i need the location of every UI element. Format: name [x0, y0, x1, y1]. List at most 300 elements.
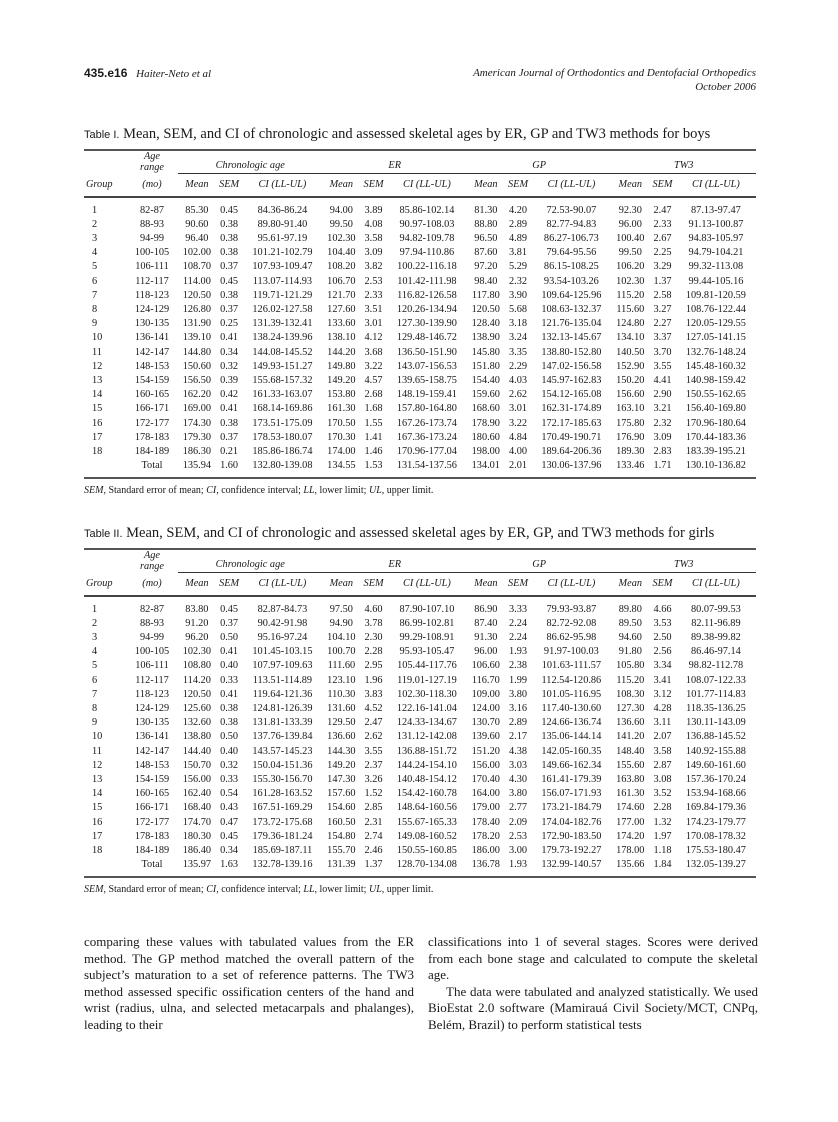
- table-cell: 14: [92, 788, 103, 800]
- table-cell: 161.41-179.39: [541, 773, 602, 785]
- table-cell: 124-129: [134, 303, 170, 315]
- table-cell: 130.70: [471, 717, 500, 729]
- table-cell: 2.30: [364, 631, 383, 643]
- table-cell: 8: [92, 303, 98, 315]
- table-cell: 170.44-183.36: [685, 431, 746, 443]
- table-cell: 93.54-103.26: [543, 275, 599, 287]
- table-cell: 144.08-145.52: [252, 346, 313, 358]
- table-cell: 142-147: [134, 745, 170, 757]
- header-tw3: TW3: [611, 550, 756, 572]
- table-cell: 184-189: [134, 844, 170, 856]
- table-cell: 15: [92, 403, 103, 415]
- table-cell: 144.80: [182, 346, 212, 358]
- table-cell: 142-147: [134, 346, 170, 358]
- table-cell: 3.70: [653, 346, 672, 358]
- table-cell: 118.35-136.25: [686, 702, 746, 714]
- table-total-row: [84, 858, 756, 877]
- table-cell: 2.24: [509, 617, 528, 629]
- table-cell: 148.19-159.41: [396, 389, 457, 401]
- table-cell: 120.50: [182, 289, 212, 301]
- table-cell: 0.45: [220, 603, 239, 615]
- table-cell: 170.08-178.32: [685, 830, 746, 842]
- table-cell: 161.30: [327, 403, 356, 415]
- table-cell: 121.70: [327, 289, 356, 301]
- table-cell: 97.20: [474, 261, 498, 273]
- table-cell: 2.32: [653, 417, 672, 429]
- table-cell: 115.20: [616, 289, 645, 301]
- table-cell: 2.85: [364, 802, 383, 814]
- header-sem: SEM: [505, 173, 532, 197]
- table-cell: 2: [92, 617, 98, 629]
- table-row: [84, 232, 756, 246]
- table-cell: 2.47: [653, 204, 672, 216]
- table-cell: 178-183: [134, 431, 170, 443]
- table-cell: 1: [92, 603, 98, 615]
- table-row: [84, 730, 756, 744]
- table-cell: 14: [92, 389, 103, 401]
- table-footnote: SEM, Standard error of mean; CI, confidence interval; LL, lower limit; UL, upper limit.: [84, 485, 434, 497]
- table-cell: 0.41: [220, 646, 239, 658]
- table-cell: 0.38: [220, 218, 239, 230]
- table-cell: 149.93-151.27: [252, 360, 313, 372]
- table-cell: 90.97-108.03: [399, 218, 455, 230]
- table-cell: 0.39: [220, 374, 239, 386]
- table-cell: 178.53-180.07: [252, 431, 313, 443]
- table-cell: 173.51-175.09: [252, 417, 313, 429]
- table-cell: 163.10: [616, 403, 645, 415]
- table-cell: 16: [92, 417, 103, 429]
- header-ci: CI (LL-UL): [676, 572, 756, 596]
- table-cell: 132.60: [182, 717, 212, 729]
- table-cell: 3: [92, 631, 98, 643]
- table-cell: 87.40: [474, 617, 498, 629]
- table-cell: 127.30-139.90: [396, 318, 457, 330]
- table-cell: 13: [92, 773, 103, 785]
- table-cell: 162.40: [182, 788, 212, 800]
- page-number: 435.e16: [84, 66, 128, 80]
- table-cell: 156.40-169.80: [685, 403, 746, 415]
- table-cell: 119.71-121.29: [252, 289, 313, 301]
- table-cell: 9: [92, 318, 98, 330]
- table-row: [84, 596, 756, 617]
- table-cell: 94.82-109.78: [399, 232, 455, 244]
- table-cell: 3.09: [364, 247, 383, 259]
- table-cell: 86.27-106.73: [543, 232, 599, 244]
- table-cell: 2: [92, 218, 98, 230]
- table-cell: 112.54-120.86: [541, 674, 602, 686]
- table-cell: 100.22-116.18: [397, 261, 457, 273]
- table-cell: 4.38: [509, 745, 528, 757]
- table-cell: 8: [92, 702, 98, 714]
- table-cell: 2.31: [364, 816, 383, 828]
- table-row: [84, 360, 756, 374]
- body-column-left: [84, 934, 414, 1034]
- table-cell: 0.25: [220, 318, 239, 330]
- table-cell: 135.94: [178, 459, 216, 478]
- table-cell: 2.67: [653, 232, 672, 244]
- table-cell: 148.40: [616, 745, 645, 757]
- table-cell: 124-129: [134, 702, 170, 714]
- table-cell: 160-165: [134, 389, 170, 401]
- table-cell: 186.30: [182, 445, 212, 457]
- table-cell: 0.21: [220, 445, 239, 457]
- header-gp: GP: [467, 151, 611, 173]
- table-cell: 11: [92, 745, 102, 757]
- table-cell: 3.01: [364, 318, 383, 330]
- table-cell: 129.48-146.72: [396, 332, 457, 344]
- table-cell: 94-99: [139, 631, 165, 643]
- table-row: [84, 388, 756, 402]
- table-cell: 1.96: [364, 674, 383, 686]
- table-cell: 2.24: [509, 631, 528, 643]
- table-footnote: SEM, Standard error of mean; CI, confidence interval; LL, lower limit; UL, upper limit.: [84, 884, 434, 896]
- table-cell: 0.34: [220, 346, 239, 358]
- table-cell: 101.21-102.79: [252, 247, 313, 259]
- table-cell: 94-99: [139, 232, 165, 244]
- table-cell: 147.02-156.58: [541, 360, 602, 372]
- table-row: [84, 303, 756, 317]
- table-cell: 139.10: [182, 332, 212, 344]
- table-cell: 94.60: [618, 631, 642, 643]
- table-cell: 140.50: [616, 346, 645, 358]
- table-cell: 178.00: [616, 844, 645, 856]
- table-cell: 3.26: [364, 773, 383, 785]
- table-cell: 120.50: [471, 303, 500, 315]
- table-cell: 12: [92, 759, 103, 771]
- table-cell: 101.05-116.95: [541, 688, 602, 700]
- table-cell: 157.80-164.80: [396, 403, 457, 415]
- table-cell: 150.70: [182, 759, 212, 771]
- table-cell: 148-153: [134, 759, 170, 771]
- data-table: [84, 550, 756, 878]
- table-row: [84, 197, 756, 218]
- table-cell: 168.40: [182, 802, 212, 814]
- table-cell: 90.42-91.98: [257, 617, 308, 629]
- table-cell: 85.86-102.14: [399, 204, 455, 216]
- table-cell: 2.56: [653, 646, 672, 658]
- table-cell: 86.99-102.81: [399, 617, 455, 629]
- table-cell: 2.62: [364, 731, 383, 743]
- table-cell: 92.30: [618, 204, 642, 216]
- table-cell: 86.90: [474, 603, 498, 615]
- table-cell: 3.11: [653, 717, 672, 729]
- table-cell: 4.28: [653, 702, 672, 714]
- table-cell: 139.65-158.75: [396, 374, 457, 386]
- table-cell: 98.82-112.78: [688, 660, 744, 672]
- table-cell: 139.60: [471, 731, 500, 743]
- table-cell: 149.20: [327, 759, 356, 771]
- header-sem: SEM: [649, 572, 676, 596]
- table-cell: 1.37: [653, 275, 672, 287]
- table-cell: 82.11-96.89: [691, 617, 741, 629]
- table-cell: 0.37: [220, 617, 239, 629]
- header-age-range: Age range: [139, 151, 165, 173]
- table-cell: 87.13-97.47: [691, 204, 741, 216]
- table-cell: 155.60: [616, 759, 645, 771]
- table-cell: 3.03: [509, 759, 528, 771]
- table-cell: 90.60: [185, 218, 209, 230]
- header-sem: SEM: [505, 572, 532, 596]
- table-cell: 174.00: [327, 445, 356, 457]
- table-cell: 115.60: [616, 303, 645, 315]
- table-cell: 180.30: [182, 830, 212, 842]
- table-cell: 179.73-192.27: [541, 844, 602, 856]
- table-cell: 115.20: [616, 674, 645, 686]
- table-cell: 127.05-141.15: [685, 332, 746, 344]
- table-cell: 3.16: [509, 702, 528, 714]
- table-cell: 150.55-162.65: [685, 389, 746, 401]
- table-cell: 167.26-173.74: [396, 417, 457, 429]
- table-cell: 98.40: [474, 275, 498, 287]
- table-cell: 99.32-113.08: [688, 261, 744, 273]
- table-cell: 1.97: [653, 830, 672, 842]
- table-cell: 3.52: [653, 788, 672, 800]
- table-cell: 167.51-169.29: [252, 802, 313, 814]
- table-cell: 166-171: [134, 802, 170, 814]
- table-cell: 91.30: [474, 631, 498, 643]
- table-cell: 101.77-114.83: [686, 688, 746, 700]
- table-cell: 144.24-154.10: [396, 759, 457, 771]
- header-group: Group: [84, 173, 126, 197]
- table-cell: 126.02-127.58: [252, 303, 313, 315]
- table-cell: 136.88-151.72: [396, 745, 457, 757]
- table-row: [84, 759, 756, 773]
- table-cell: 104.10: [327, 631, 356, 643]
- table-cell: 94.90: [329, 617, 353, 629]
- table-cell: 1.93: [505, 858, 532, 877]
- table-cell: 3.21: [653, 403, 672, 415]
- table-cell: 3.41: [653, 674, 672, 686]
- table-cell: 154.42-160.78: [396, 788, 457, 800]
- header-mean: Mean: [611, 173, 649, 197]
- table-cell: 117.80: [471, 289, 500, 301]
- table-cell: 132.05-139.27: [676, 858, 756, 877]
- header-chronologic: Chronologic age: [178, 550, 322, 572]
- table-row: [84, 289, 756, 303]
- table-cell: 0.45: [220, 275, 239, 287]
- table-cell: 154-159: [134, 773, 170, 785]
- table-row: [84, 816, 756, 830]
- table-cell: 173.21-184.79: [541, 802, 602, 814]
- table-cell: 0.43: [220, 802, 239, 814]
- table-cell: 18: [92, 445, 103, 457]
- table-cell: 189.64-206.36: [541, 445, 602, 457]
- header-ci: CI (LL-UL): [242, 173, 322, 197]
- table-cell: 101.45-103.15: [252, 646, 313, 658]
- table-cell: 0.40: [220, 745, 239, 757]
- table-cell: 106.20: [616, 261, 645, 273]
- table-cell: 101.63-111.57: [541, 660, 602, 672]
- table-cell: 87.60: [474, 247, 498, 259]
- table-cell: 156.00: [471, 759, 500, 771]
- table-cell: 89.38-99.82: [691, 631, 741, 643]
- table-boys: [84, 126, 756, 496]
- table-cell: 136.88-145.52: [685, 731, 746, 743]
- table-cell: 155.70: [327, 844, 356, 856]
- table-cell: 3.08: [653, 773, 672, 785]
- table-cell: 82.72-92.08: [546, 617, 597, 629]
- table-cell: 3.80: [509, 788, 528, 800]
- table-cell: 2.74: [364, 830, 383, 842]
- table-cell: 178.90: [471, 417, 500, 429]
- table-cell: 108.20: [327, 261, 356, 273]
- table-cell: 166-171: [134, 403, 170, 415]
- table-cell: 0.45: [220, 830, 239, 842]
- table-cell: 95.61-97.19: [257, 232, 308, 244]
- table-cell: 111.60: [327, 660, 356, 672]
- table-cell: 96.20: [185, 631, 209, 643]
- table-cell: 149.66-162.34: [541, 759, 602, 771]
- table-cell: 179.36-181.24: [252, 830, 313, 842]
- table-cell: 2.37: [364, 759, 383, 771]
- table-cell: 18: [92, 844, 103, 856]
- table-cell: 130-135: [134, 717, 170, 729]
- header-er: ER: [322, 550, 466, 572]
- table-cell: 3.83: [364, 688, 383, 700]
- table-cell: 91.13-100.87: [688, 218, 744, 230]
- header-chronologic: Chronologic age: [178, 151, 322, 173]
- running-head-left: [84, 66, 211, 80]
- table-cell: 2.50: [653, 631, 672, 643]
- table-cell: 1: [92, 204, 98, 216]
- table-cell: 170.40: [471, 773, 500, 785]
- table-cell: 2.27: [653, 318, 672, 330]
- table-cell: 5: [92, 261, 98, 273]
- table-cell: 4.66: [653, 603, 672, 615]
- table-cell: 175.53-180.47: [685, 844, 746, 856]
- table-cell: 4.00: [509, 445, 528, 457]
- table-cell: 0.33: [220, 773, 239, 785]
- table-cell: 149.60-161.60: [685, 759, 746, 771]
- table-girls: [84, 525, 756, 895]
- table-row: [84, 688, 756, 702]
- table-row: [84, 445, 756, 459]
- table-cell: 1.37: [360, 858, 387, 877]
- table-cell: 148-153: [134, 360, 170, 372]
- table-cell: 137.76-139.84: [252, 731, 313, 743]
- table-row: [84, 787, 756, 801]
- table-cell: 97.50: [329, 603, 353, 615]
- table-cell: 130.11-143.09: [686, 717, 746, 729]
- table-cell: 3.53: [653, 617, 672, 629]
- table-cell: 174.30: [182, 417, 212, 429]
- table-cell: 170.96-177.04: [396, 445, 457, 457]
- table-row: [84, 801, 756, 815]
- header-mo: (mo): [126, 572, 178, 596]
- table-cell: 10: [92, 731, 103, 743]
- table-cell: 174.70: [182, 816, 212, 828]
- table-row: [84, 659, 756, 673]
- table-cell: 124.33-134.67: [396, 717, 457, 729]
- table-cell: 107.97-109.63: [252, 660, 313, 672]
- table-cell: 80.07-99.53: [691, 603, 741, 615]
- table-cell: 17: [92, 830, 103, 842]
- table-cell: 110.30: [327, 688, 356, 700]
- table-cell: 1.99: [509, 674, 528, 686]
- table-cell: 3.22: [509, 417, 528, 429]
- table-cell: 1.32: [653, 816, 672, 828]
- table-cell: 143.07-156.53: [396, 360, 457, 372]
- table-cell: 9: [92, 717, 98, 729]
- table-cell: 96.50: [474, 232, 498, 244]
- table-cell: 2.32: [509, 275, 528, 287]
- table-cell: 95.16-97.24: [257, 631, 308, 643]
- header-group: Group: [84, 572, 126, 596]
- table-cell: 198.00: [471, 445, 500, 457]
- table-cell: 156.50: [182, 374, 212, 386]
- table-cell: 5: [92, 660, 98, 672]
- table-cell: 97.94-110.86: [399, 247, 455, 259]
- table-cell: 16: [92, 816, 103, 828]
- table-cell: 174.04-182.76: [541, 816, 602, 828]
- table-cell: 132.99-140.57: [531, 858, 611, 877]
- table-cell: 156.60: [616, 389, 645, 401]
- table-cell: 168.14-169.86: [252, 403, 313, 415]
- table-cell: 131.81-133.39: [252, 717, 313, 729]
- table-cell: 116.82-126.58: [397, 289, 457, 301]
- table-cell: 122.16-141.04: [396, 702, 457, 714]
- table-cell: 89.50: [618, 617, 642, 629]
- table-cell: 86.15-108.25: [543, 261, 599, 273]
- table-cell: 84.36-86.24: [257, 204, 308, 216]
- table-cell: 144.30: [327, 745, 356, 757]
- table-cell: 2.38: [509, 660, 528, 672]
- table-cell: 144.20: [327, 346, 356, 358]
- table-cell: 150.20: [616, 374, 645, 386]
- table-cell: 170.49-190.71: [541, 431, 602, 443]
- table-cell: 85.30: [185, 204, 209, 216]
- data-table: [84, 151, 756, 479]
- table-cell: 3.89: [364, 204, 383, 216]
- header-er: ER: [322, 151, 466, 173]
- table-cell: 150.55-160.85: [396, 844, 457, 856]
- table-cell: 0.38: [220, 289, 239, 301]
- table-cell: 2.01: [505, 459, 532, 478]
- table-cell: 140.48-154.12: [396, 773, 457, 785]
- header-mean: Mean: [322, 173, 360, 197]
- table-cell: 2.33: [653, 218, 672, 230]
- table-cell: 4: [92, 247, 98, 259]
- table-cell: 184-189: [134, 445, 170, 457]
- table-cell: 130.10-136.82: [676, 459, 756, 478]
- table-row: [84, 317, 756, 331]
- table-cell: 163.80: [616, 773, 645, 785]
- table-cell: 3.34: [653, 660, 672, 672]
- table-cell: 107.93-109.47: [252, 261, 313, 273]
- table-cell: 3.29: [653, 261, 672, 273]
- table-cell: 2.62: [509, 389, 528, 401]
- table-cell: 147.30: [327, 773, 356, 785]
- table-cell: 87.90-107.10: [399, 603, 455, 615]
- table-cell: 140.98-159.42: [685, 374, 746, 386]
- table-cell: 88.80: [474, 218, 498, 230]
- table-cell: 2.17: [509, 731, 528, 743]
- table-cell: 179.00: [471, 802, 500, 814]
- table-cell: 178-183: [134, 830, 170, 842]
- table-cell: 6: [92, 674, 98, 686]
- table-total-row: [84, 459, 756, 478]
- table-cell: 0.38: [220, 717, 239, 729]
- table-cell: 154.40: [471, 374, 500, 386]
- table-cell: 189.30: [616, 445, 645, 457]
- table-cell: 4.08: [364, 218, 383, 230]
- table-row: [84, 260, 756, 274]
- table-cell: 4.60: [364, 603, 383, 615]
- header-mo: (mo): [126, 173, 178, 197]
- table-caption: [84, 126, 756, 143]
- header-ci: CI (LL-UL): [531, 572, 611, 596]
- table-row: [84, 346, 756, 360]
